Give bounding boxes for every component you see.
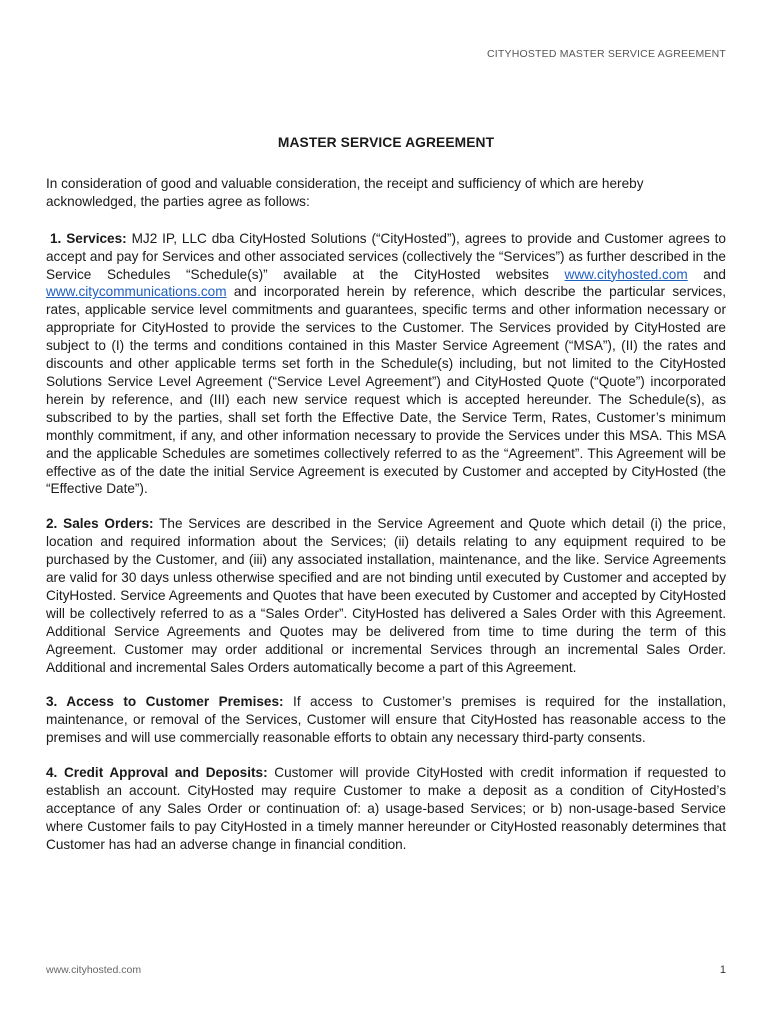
page-number: 1 <box>719 964 726 976</box>
running-header: CITYHOSTED MASTER SERVICE AGREEMENT <box>486 48 726 60</box>
section-credit-approval <box>46 764 726 854</box>
citycommunications-link[interactable]: www.citycommunications.com <box>46 284 227 300</box>
section-text: MJ2 IP, LLC dba CityHosted Solutions (“CityHosted”), agrees to provide and Customer agrees to accept and pay for Services and other associated services (collectively the “Services”) as further described in the Service Schedules “Schedule(s)” available at the CityHosted websites <box>46 230 726 282</box>
section-access-premises <box>46 693 726 747</box>
document-body <box>46 134 726 871</box>
cityhosted-link[interactable]: www.cityhosted.com <box>564 266 688 282</box>
section-text: If access to Customer’s premises is required for the installation, maintenance, or removal of the Services, Customer will ensure that CityHosted has reasonable access to the premises and will use commercially reasonable efforts to obtain any necessary third-party consents. <box>46 694 727 746</box>
section-sales-orders <box>46 515 726 676</box>
section-heading-credit: 4. Credit Approval and Deposits: <box>46 765 268 781</box>
footer-website: www.cityhosted.com <box>46 964 142 976</box>
section-text: and <box>687 266 726 282</box>
document-title: MASTER SERVICE AGREEMENT <box>277 135 495 150</box>
section-text: The Services are described in the Service Agreement and Quote which detail (i) the price, location and required information about the Services; (ii) details relating to any equipment required to be purchased by the Customer, and (iii) any associated installation, maintenance, and the like. Service Agreements are valid for 30 days unless otherwise specified and are not binding until executed by Customer and accepted by CityHosted. Service Agreements and Quotes that have been executed by Customer and accepted by CityHosted will be collectively referred to as a “Sales Order”. CityHosted has delivered a Sales Order with this Agreement. Additional Service Agreements and Quotes may be delivered from time to time during the term of this Agreement. Customer may order additional or incremental Services through an incremental Sales Order. Additional and incremental Sales Orders automatically become a part of this Agreement. <box>46 516 726 675</box>
section-services <box>46 230 726 499</box>
section-heading-sales-orders: 2. Sales Orders: <box>46 516 154 532</box>
section-text: and incorporated herein by reference, which describe the particular services, rates, applicable service level commitments and guarantees, specific terms and other information necessary or appropriate for CityHosted to provide the services to the Customer. The Services provided by CityHosted are subject to (I) the terms and conditions contained in this Master Service Agreement (“MSA”), (II) the rates and discounts and other applicable terms set forth in the Schedule(s) including, but not limited to the CityHosted Solutions Service Level Agreement (“Service Level Agreement”) and CityHosted Quote (“Quote”) incorporated herein by reference, and (III) each new service request which is accepted hereunder. The Schedule(s), as subscribed to by the parties, shall set forth the Effective Date, the Service Term, Rates, Customer’s minimum monthly commitment, if any, and other information necessary to provide the Services under this MSA. This MSA and the applicable Schedules are sometimes collectively referred to as the “Agreement”. This Agreement will be effective as of the date the initial Service Agreement is executed by Customer and accepted by CityHosted (the “Effective Date”). <box>46 284 726 497</box>
section-heading-access: 3. Access to Customer Premises: <box>46 694 284 710</box>
section-text: Customer will provide CityHosted with credit information if requested to establish an account. CityHosted may require Customer to make a deposit as a condition of CityHosted’s acceptance of any Sales Order or continuation of: a) usage-based Services; or b) non-usage-based Service where Customer fails to pay CityHosted in a timely manner hereunder or CityHosted reasonably determines that Customer has had an adverse change in financial condition. <box>46 765 726 852</box>
intro-paragraph: In consideration of good and valuable consideration, the receipt and sufficiency of which are hereby acknowledged, the parties agree as follows: <box>46 175 644 209</box>
section-heading-services: 1. Services: <box>50 230 127 246</box>
